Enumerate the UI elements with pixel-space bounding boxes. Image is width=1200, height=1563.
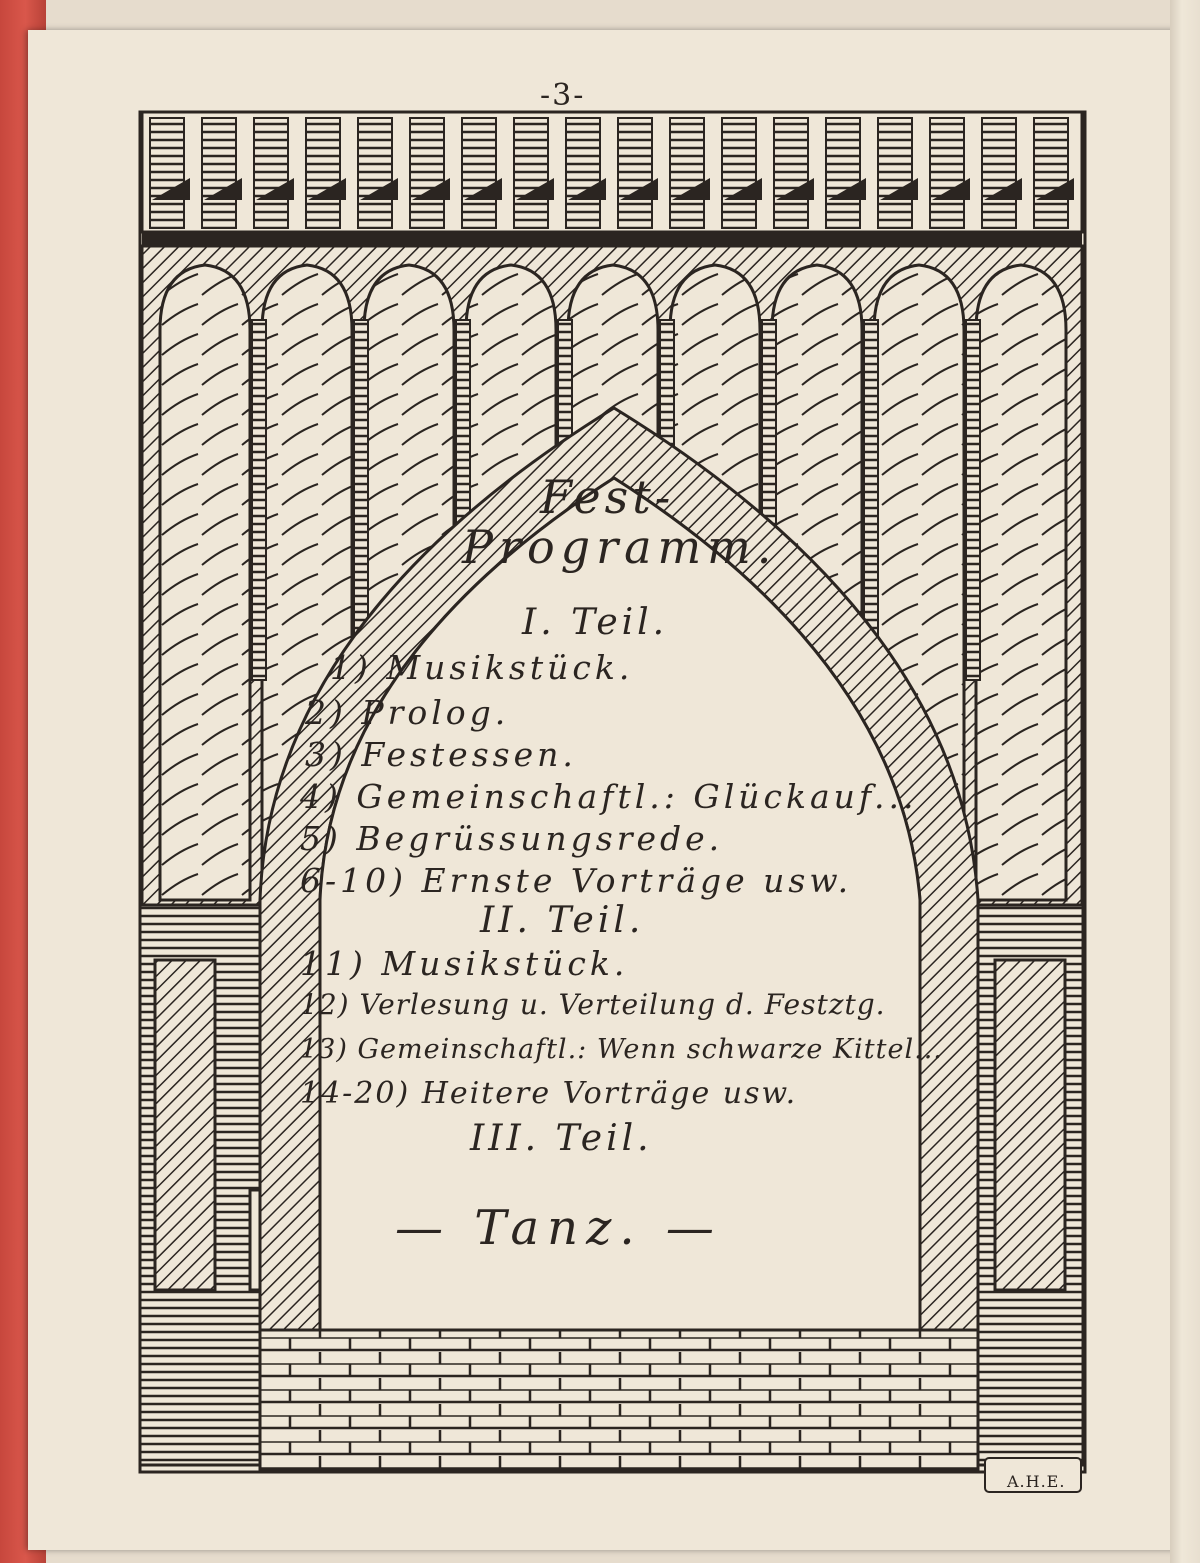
program-item: 13) Gemeinschaftl.: Wenn schwarze Kittel... <box>300 1034 943 1065</box>
program-item: 3) Festessen. <box>305 735 577 774</box>
merlon <box>462 118 496 228</box>
arcade-column <box>966 320 980 680</box>
merlon <box>514 118 548 228</box>
section-heading: I. Teil. <box>522 602 669 643</box>
merlon <box>618 118 652 228</box>
merlon <box>670 118 704 228</box>
section-heading: III. Teil. <box>470 1118 653 1159</box>
section-heading: II. Teil. <box>480 900 645 941</box>
program-item: 1) Musikstück. <box>330 648 634 687</box>
program-item: 6-10) Ernste Vorträge usw. <box>300 861 853 900</box>
page-number: -3- <box>540 78 586 113</box>
program-item: 4) Gemeinschaftl.: Glückauf... <box>300 777 918 816</box>
artist-signature: A.H.E. <box>1007 1472 1066 1491</box>
program-title-line1: Fest- <box>540 470 675 524</box>
merlon <box>410 118 444 228</box>
program-item: 5) Begrüssungsrede. <box>300 819 724 858</box>
merlon <box>566 118 600 228</box>
battlement-band <box>142 112 1082 246</box>
program-title-line2: Programm. <box>462 520 778 574</box>
program-item: 12) Verlesung u. Verteilung d. Festztg. <box>300 988 886 1021</box>
merlon <box>1034 118 1068 228</box>
closing-line: — Tanz. — <box>395 1200 722 1256</box>
merlon <box>306 118 340 228</box>
merlon <box>358 118 392 228</box>
merlon <box>150 118 184 228</box>
merlon <box>826 118 860 228</box>
arcade-window <box>160 265 250 900</box>
merlon <box>722 118 756 228</box>
merlon <box>254 118 288 228</box>
arcade-window <box>976 265 1066 900</box>
program-item: 14-20) Heitere Vorträge usw. <box>300 1076 798 1111</box>
program-item: 2) Prolog. <box>305 693 510 732</box>
merlon <box>878 118 912 228</box>
merlon <box>930 118 964 228</box>
merlon <box>774 118 808 228</box>
arcade-column <box>252 320 266 680</box>
program-item: 11) Musikstück. <box>300 944 629 983</box>
merlon <box>202 118 236 228</box>
merlon <box>982 118 1016 228</box>
